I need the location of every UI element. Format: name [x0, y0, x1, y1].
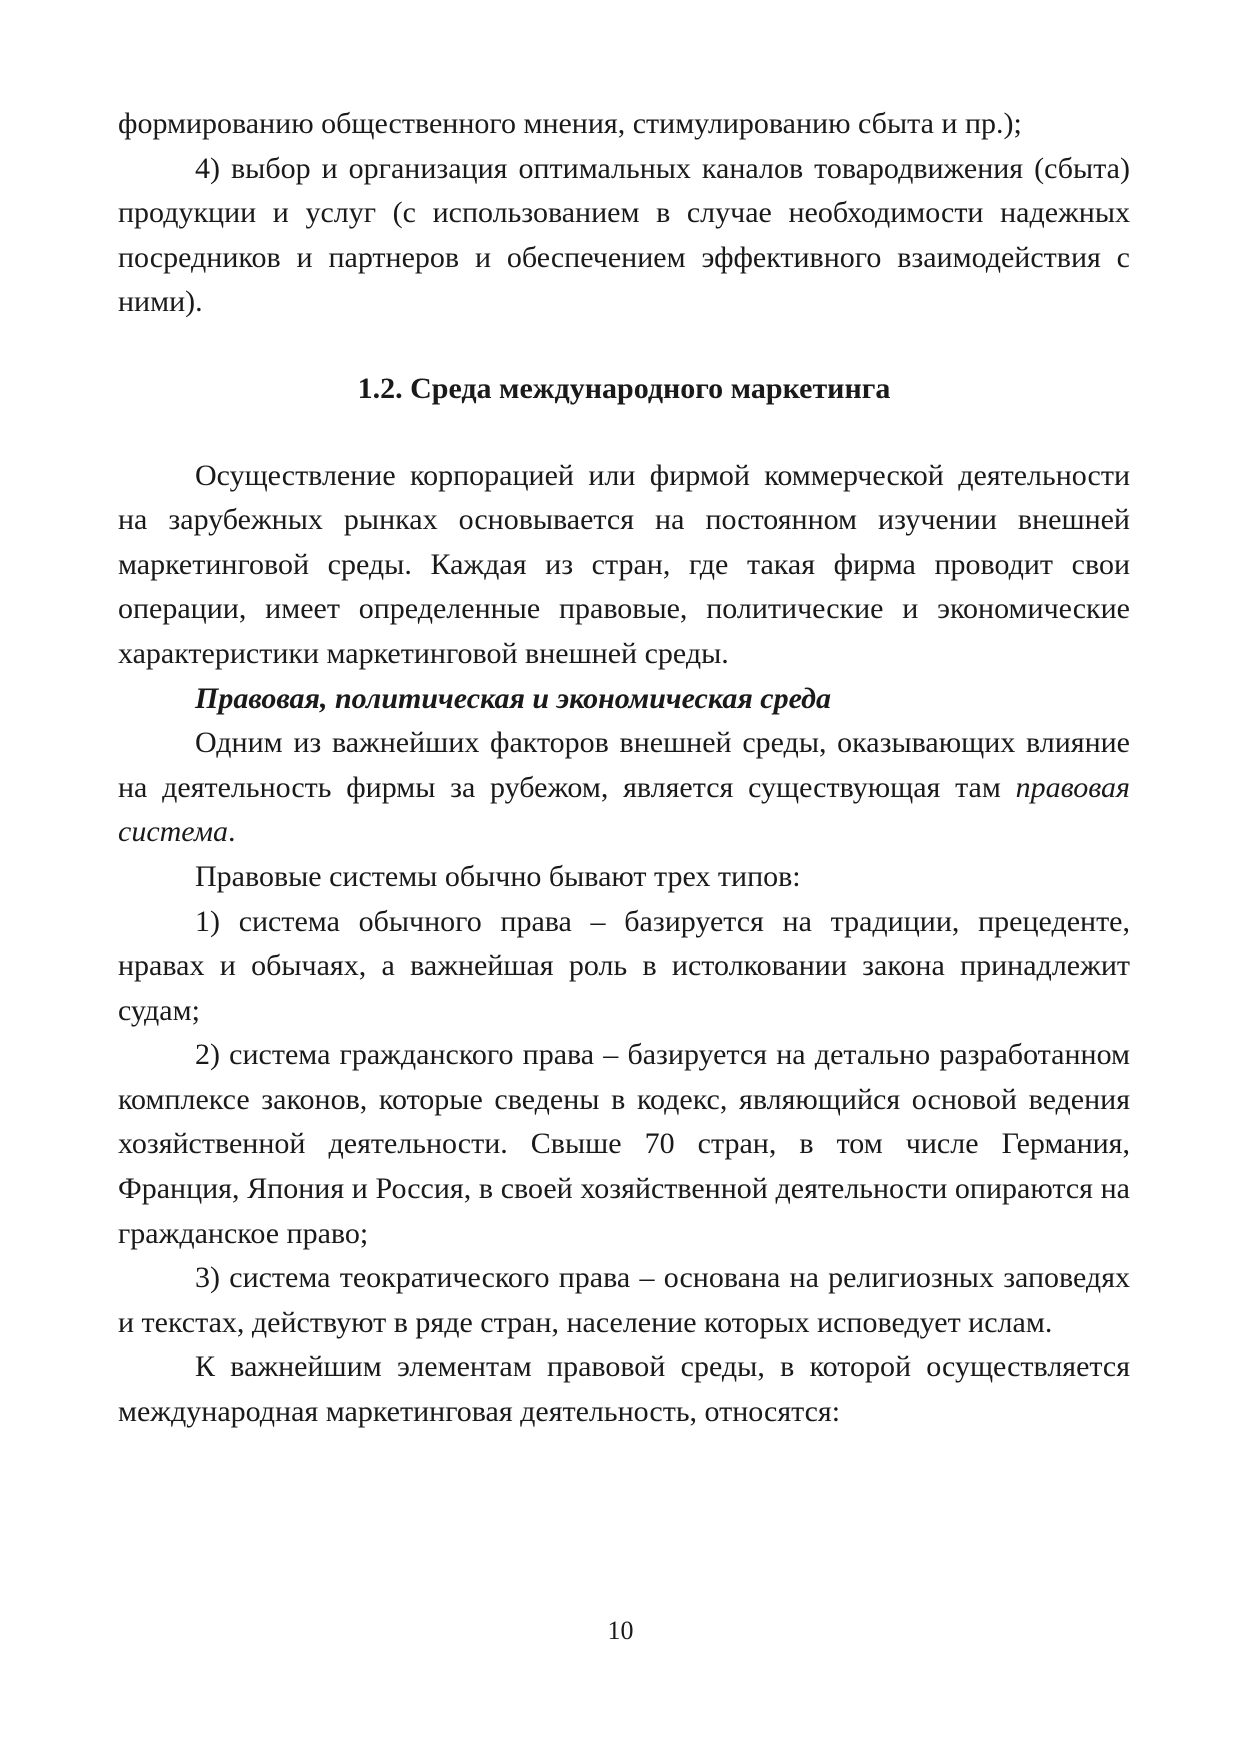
types-intro-paragraph: Правовые системы обычно бывают трех типов:	[195, 859, 801, 893]
legal-intro-paragraph	[118, 721, 1130, 855]
legal-system-term: правовая система	[118, 770, 1130, 849]
spacer	[118, 325, 1130, 367]
list-item-type-2: 2) система гражданского права – базируется на детально разработанном комплексе законов, которые сведены в кодекс, являющийся основой ведения хозяйственной деятельности. Свыше 70 стран, в том числе Германия, Франция, Япония и Россия, в своей хозяйственной деятельности опираются на гражданское право;	[118, 1038, 1130, 1250]
page-body	[118, 102, 1130, 1435]
list-item-type-1: 1) система обычного права – базируется на традиции, прецеденте, нравах и обычаях, а важнейшая роль в истолковании закона принадлежит судам;	[118, 904, 1130, 1027]
spacer	[118, 412, 1130, 454]
list-item-type-3: 3) система теократического права – основана на религиозных заповедях и текстах, действуют в ряде стран, население которых исповедует ислам.	[118, 1261, 1130, 1339]
closing-paragraph: К важнейшим элементам правовой среды, в которой осуществляется международная маркетинговая деятельность, относятся:	[118, 1350, 1130, 1429]
legal-intro-text: Одним из важнейших факторов внешней среды, оказывающих влияние на деятельность фирмы за рубежом, является существующая там	[118, 726, 1130, 804]
page-number: 10	[607, 1616, 634, 1645]
continuation-paragraph: формированию общественного мнения, стимулированию сбыта и пр.);	[118, 107, 1022, 140]
subheading: Правовая, политическая и экономическая среда	[195, 681, 832, 715]
section-heading: 1.2. Среда международного маркетинга	[357, 371, 891, 405]
intro-paragraph: Осуществление корпорацией или фирмой коммерческой деятельности на зарубежных рынках основывается на постоянном изучении внешней маркетинговой среды. Каждая из стран, где такая фирма проводит свои операции, имеет определенные правовые, политические и экономические характеристики маркетинговой внешней среды.	[118, 458, 1130, 670]
list-item-4: 4) выбор и организация оптимальных каналов товародвижения (сбыта) продукции и услуг (с использованием в случае необходимости надежных посредников и партнеров и обеспечением эффективного взаимодействия с ними).	[118, 151, 1130, 319]
legal-intro-end: .	[228, 815, 236, 849]
